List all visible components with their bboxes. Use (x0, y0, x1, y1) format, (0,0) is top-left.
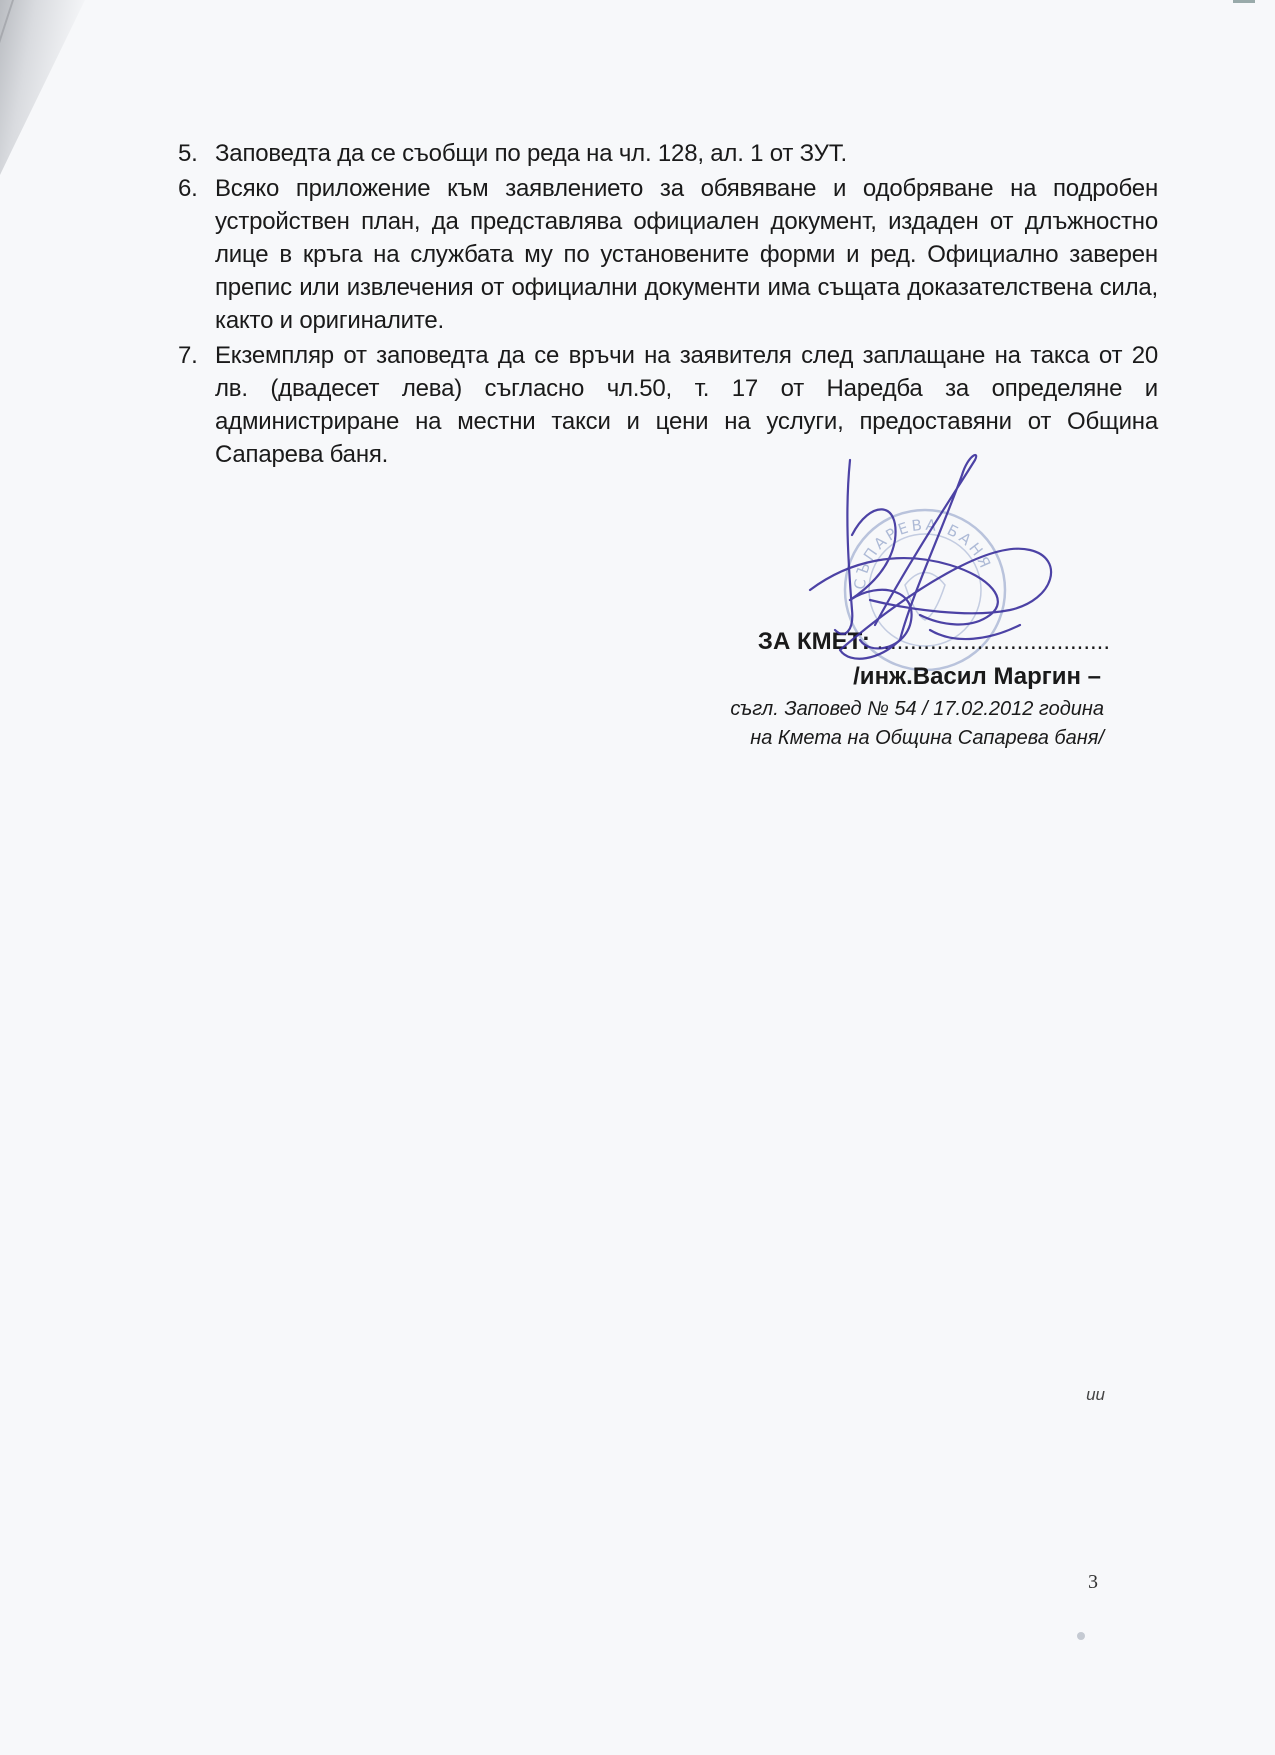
basis-line-2: на Кмета на Община Сапарева баня/ (750, 727, 1104, 749)
stray-handwritten-mark: ии (1086, 1385, 1105, 1404)
item-text: Всяко приложение към заявлението за обявяване и одобряване на подробен устройствен план, да представлява официален документ, издаден от длъжностно лице в кръга на службата му по установените форми и ред. Официално заверен препис или извлечения от официални документи има същата доказателствена сила, както и оригиналите. (215, 175, 1158, 334)
item-text: Заповедта да се съобщи по реда на чл. 128, ал. 1 от ЗУТ. (215, 140, 847, 167)
item-number: 5. (178, 140, 198, 167)
signer-title-text: ЗА КМЕТ: (757, 628, 870, 655)
page-number: 3 (1088, 1571, 1098, 1593)
order-items-list (178, 137, 1158, 473)
page-corner-shadow (0, 0, 90, 180)
stamp-text: СЪПАРЕВА БАНЯ (850, 515, 996, 591)
list-item (178, 172, 1158, 337)
item-number: 6. (178, 175, 198, 202)
signature-block (700, 440, 1180, 770)
item-text: Екземпляр от заповедта да се връчи на заявителя след заплащане на такса от 20 лв. (двадесет лева) съгласно чл.50, т. 17 от Наредба за определяне и администриране на местни такси и цени на услуги, предоставяни от Община Сапарева баня. (215, 342, 1158, 468)
signature-line: ................................... (876, 628, 1110, 655)
item-number: 7. (178, 342, 198, 369)
handwritten-signature (790, 440, 1110, 740)
basis-line-1: съгл. Заповед № 54 / 17.02.2012 година (730, 698, 1104, 720)
signer-name: /инж.Васил Маргин – (853, 663, 1101, 690)
list-item (178, 137, 1158, 170)
scan-speck (1077, 1632, 1085, 1640)
scan-mark (1233, 0, 1255, 3)
